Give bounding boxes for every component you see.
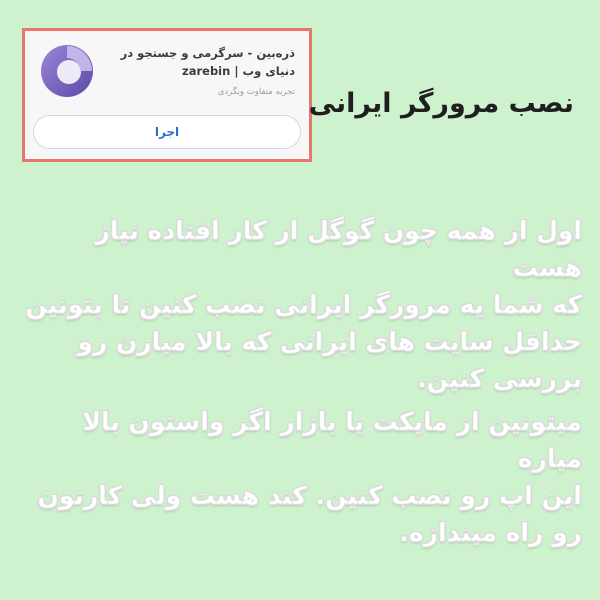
body-line: این اپ رو نصب کنین. کند هست ولی کارتون	[37, 481, 582, 510]
app-title: ذره‌بین - سرگرمی و جستجو در دنیای وب | zarebin	[120, 46, 295, 78]
body-line: اول از همه چون گوگل از کار افتاده نیاز هست	[95, 216, 582, 282]
body-line: که شما یه مرورگر ایرانی نصب کنین تا بتونین	[25, 290, 582, 319]
app-card-text	[95, 45, 295, 97]
body-text	[18, 212, 582, 551]
page-title: نصب مرورگر ایرانی	[308, 88, 574, 119]
app-card-screenshot	[22, 28, 312, 162]
body-line: بررسی کنین.	[417, 364, 582, 393]
app-card-header	[33, 37, 301, 107]
body-line: حداقل سایت های ایرانی که بالا میارن رو	[77, 327, 582, 356]
app-subtitle: تجربه متفاوت وبگردی	[217, 86, 295, 97]
run-button[interactable]: اجرا	[33, 115, 301, 149]
body-line: رو راه میندازه.	[399, 518, 582, 547]
zarebin-ring-logo-icon	[39, 43, 95, 99]
body-line: میتونین از مایکت یا بازار اگر واستون بالا میاره	[82, 407, 582, 473]
